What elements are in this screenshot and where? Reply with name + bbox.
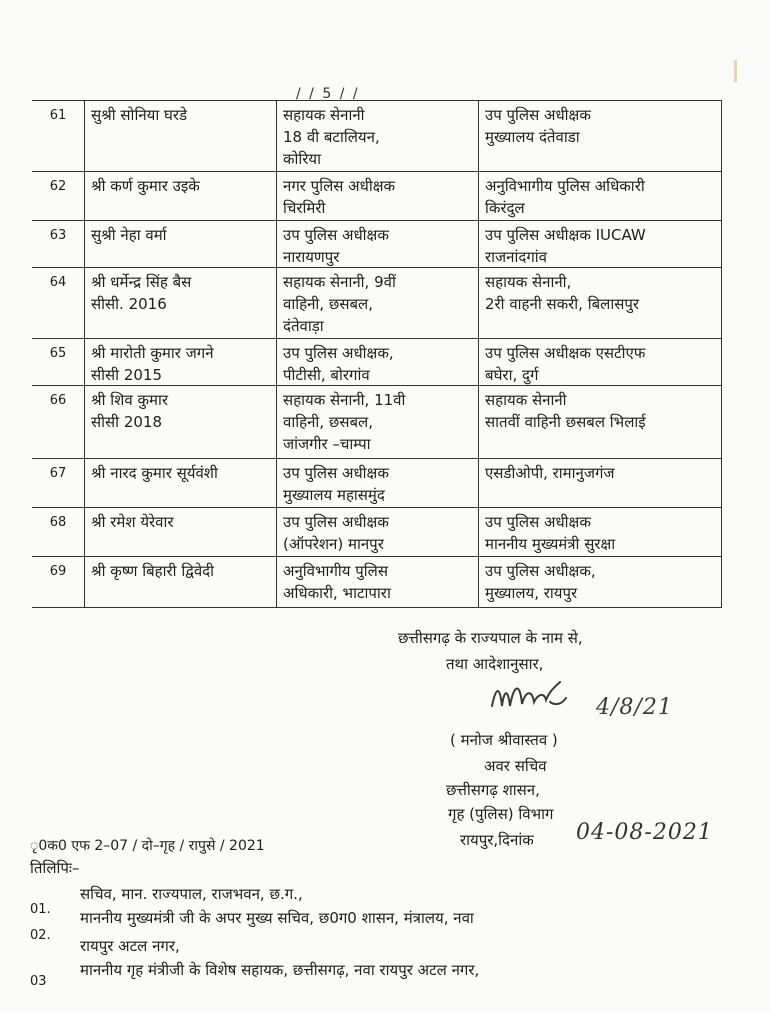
authority-line: छत्तीसगढ़ के राज्यपाल के नाम से, [398,629,583,647]
current-posting-line: कोरिया [283,150,322,168]
table-row [32,459,722,508]
new-posting-line: माननीय मुख्यमंत्री सुरक्षा [485,535,616,553]
current-posting-line: सहायक सेनानी [283,106,365,124]
handwritten-date: 4/8/21 [596,695,673,720]
current-posting [276,557,478,607]
new-posting-line: उप पुलिस अधीक्षक [485,513,591,531]
copy-line: माननीय मुख्यमंत्री जी के अपर मुख्य सचिव, छ0ग0 शासन, मंत्रालय, नवा [80,909,474,927]
new-posting [478,101,722,171]
government-name: छत्तीसगढ़ शासन, [446,781,540,799]
officer-name [84,339,276,385]
new-posting-line: राजनांदगांव [485,248,547,266]
serial-number: 62 [49,179,67,194]
current-posting-line: पीटीसी, बोरगांव [283,366,370,384]
officer-name-line: सीसी 2015 [91,366,162,384]
officer-name [84,557,276,607]
current-posting-line: वाहिनी, छसबल, [283,295,373,313]
table-row [32,508,722,557]
current-posting [276,221,478,267]
current-posting [276,386,478,458]
new-posting-line: किरंदुल [485,199,525,217]
handwritten-signature [486,676,706,726]
new-posting-line: 2री वाहनी सकरी, बिलासपुर [485,295,640,313]
officer-name [84,508,276,556]
current-posting-line: सहायक सेनानी, 9वीं [283,273,396,291]
officer-name-line: श्री मारोती कुमार जगने [91,344,214,362]
table-row [32,339,722,386]
table-row [32,101,722,172]
serial-number: 69 [49,564,67,579]
officer-name-line: सुश्री सोनिया घरडे [91,106,188,124]
officer-name [84,268,276,338]
current-posting-line: नारायणपुर [283,248,340,266]
department-name: गृह (पुलिस) विभाग [448,805,554,823]
current-posting [276,101,478,171]
table-row [32,221,722,268]
current-posting [276,339,478,385]
new-posting-line: बघेरा, दुर्ग [485,366,539,384]
new-posting-line: सहायक सेनानी, [485,273,572,291]
officer-name [84,172,276,220]
officer-name-line: श्री नारद कुमार सूर्यवंशी [91,464,218,482]
new-posting [478,339,722,385]
page-edge-mark [734,60,737,82]
table-row [32,172,722,221]
copy-number: 02. [30,928,51,943]
serial-number: 61 [49,108,67,123]
officer-name-line: सुश्री नेहा वर्मा [91,226,167,244]
table-row [32,268,722,339]
current-posting [276,268,478,338]
officer-name [84,459,276,507]
new-posting-line: सातवीं वाहिनी छसबल भिलाई [485,413,646,431]
new-posting [478,172,722,220]
new-posting [478,508,722,556]
new-posting-line: सहायक सेनानी [485,391,567,409]
current-posting-line: सहायक सेनानी, 11वी [283,391,406,409]
table-row [32,557,722,608]
officer-name-line: श्री शिव कुमार [91,391,168,409]
officer-name-line: सीसी. 2016 [91,295,167,313]
new-posting [478,557,722,607]
serial-number: 66 [49,393,67,408]
current-posting [276,508,478,556]
officer-name [84,386,276,458]
officer-name-line: श्री कृष्ण बिहारी द्विवेदी [91,562,215,580]
new-posting [478,386,722,458]
new-posting-line: मुख्यालय, रायपुर [485,584,578,602]
current-posting-line: जांजगीर –चाम्पा [283,435,371,453]
current-posting-line: दंतेवाड़ा [283,317,324,335]
officer-name-line: सीसी 2018 [91,413,162,431]
page-number-marker: / / 5 / / [296,86,360,102]
current-posting-line: अनुविभागीय पुलिस [283,562,388,580]
serial-number: 63 [49,228,67,243]
copy-number: 03 [30,974,47,989]
officer-name [84,221,276,267]
copy-number: 01. [30,902,51,917]
new-posting-line: मुख्यालय दंतेवाडा [485,128,580,146]
signatory-designation: अवर सचिव [484,757,547,775]
serial-number: 68 [49,515,67,530]
serial-number: 65 [49,346,67,361]
current-posting-line: मुख्यालय महासमुंद [283,486,385,504]
copy-to-heading: तिलिपिः– [30,859,80,877]
new-posting-line: अनुविभागीय पुलिस अधिकारी [485,177,645,195]
current-posting-line: उप पुलिस अधीक्षक [283,226,389,244]
serial-number: 67 [49,466,67,481]
current-posting-line: (ऑपरेशन) मानपुर [283,535,384,553]
table-row [32,386,722,459]
copy-line: सचिव, मान. राज्यपाल, राजभवन, छ.ग., [80,885,303,903]
new-posting-line: उप पुलिस अधीक्षक IUCAW [485,226,646,244]
serial-number: 64 [49,275,67,290]
current-posting-line: वाहिनी, छसबल, [283,413,373,431]
current-posting-line: उप पुलिस अधीक्षक [283,464,389,482]
order-reference: ृ0क0 एफ 2–07 / दो–गृह / रापुसे / 2021 [30,838,265,854]
transfer-table [32,100,722,608]
new-posting [478,268,722,338]
current-posting-line: उप पुलिस अधीक्षक [283,513,389,531]
new-posting [478,221,722,267]
new-posting-line: एसडीओपी, रामानुजगंज [485,464,615,482]
new-posting [478,459,722,507]
new-posting-line: उप पुलिस अधीक्षक एसटीएफ [485,344,646,362]
officer-name [84,101,276,171]
copy-line: रायपुर अटल नगर, [80,937,180,955]
handwritten-issue-date: 04-08-2021 [576,820,713,845]
signatory-name: ( मनोज श्रीवास्तव ) [450,731,558,749]
current-posting [276,459,478,507]
officer-name-line: श्री कर्ण कुमार उइके [91,177,200,195]
current-posting [276,172,478,220]
new-posting-line: उप पुलिस अधीक्षक, [485,562,596,580]
current-posting-line: 18 वी बटालियन, [283,128,380,146]
new-posting-line: उप पुलिस अधीक्षक [485,106,591,124]
officer-name-line: श्री रमेश येरेवार [91,513,174,531]
order-line: तथा आदेशानुसार, [446,655,544,673]
current-posting-line: उप पुलिस अधीक्षक, [283,344,394,362]
current-posting-line: अधिकारी, भाटापारा [283,584,391,602]
copy-line: माननीय गृह मंत्रीजी के विशेष सहायक, छत्तीसगढ़, नवा रायपुर अटल नगर, [80,961,480,979]
officer-name-line: श्री धर्मेन्द्र सिंह बैस [91,273,192,291]
current-posting-line: नगर पुलिस अधीक्षक [283,177,396,195]
place-date-label: रायपुर,दिनांक [460,831,534,849]
current-posting-line: चिरमिरी [283,199,326,217]
